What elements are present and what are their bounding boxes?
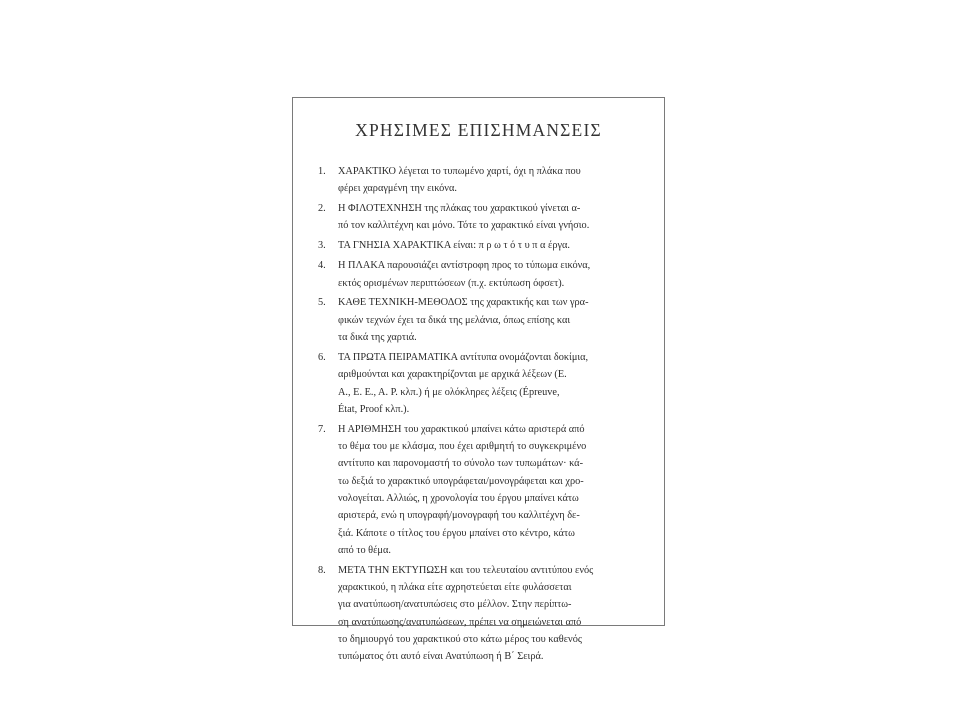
item-line: Α., Ε. Ε., Α. Ρ. κλπ.) ή με ολόκληρες λέξεις (Épreuve, — [338, 386, 560, 398]
list-item — [318, 421, 641, 559]
item-number: 4. — [318, 260, 326, 272]
item-line: ΚΑΘΕ ΤΕΧΝΙΚΗ-ΜΕΘΟΔΟΣ της χαρακτικής και των γρα- — [338, 297, 589, 309]
item-line: εκτός ορισμένων περιπτώσεων (π.χ. εκτύπωση όφσετ). — [338, 277, 565, 289]
item-number: 1. — [318, 166, 326, 177]
item-line: ση ανατύπωσης/ανατυπώσεων, πρέπει να σημειώνεται από — [338, 616, 582, 628]
item-line: Η ΠΛΑΚΑ παρουσιάζει αντίστροφη προς το τύπωμα εικόνα, — [338, 260, 591, 272]
item-line: ΤΑ ΓΝΗΣΙΑ ΧΑΡΑΚΤΙΚΑ είναι: π ρ ω τ ό τ υ π α έργα. — [338, 240, 571, 252]
item-line: ξιά. Κάποτε ο τίτλος του έργου μπαίνει στο κέντρο, κάτω — [338, 527, 575, 539]
item-number: 6. — [318, 351, 326, 363]
item-line: αντίτυπο και παρονομαστή το σύνολο των τυπωμάτων· κά- — [338, 458, 583, 470]
item-line: το δημιουργό του χαρακτικού στο κάτω μέρος του καθενός — [338, 633, 582, 645]
list-item — [318, 294, 641, 346]
item-line: État, Proof κλπ.). — [338, 403, 410, 415]
list-item — [318, 349, 641, 418]
item-line: αριστερά, ενώ η υπογραφή/μονογραφή του καλλιτέχνη δε- — [338, 510, 580, 522]
item-line: πό τον καλλιτέχνη και μόνο. Τότε το χαρακτικό είναι γνήσιο. — [338, 220, 590, 232]
item-number: 5. — [318, 297, 326, 309]
list-item — [318, 562, 641, 666]
item-number: 8. — [318, 564, 326, 576]
list-item — [318, 200, 641, 235]
item-line: ΜΕΤΑ ΤΗΝ ΕΚΤΥΠΩΣΗ και του τελευταίου αντιτύπου ενός — [338, 564, 594, 576]
item-line: Η ΦΙΛΟΤΕΧΝΗΣΗ της πλάκας του χαρακτικού γίνεται α- — [338, 203, 581, 215]
item-line: από το θέμα. — [338, 544, 391, 556]
list-item — [318, 163, 641, 198]
item-line: τω δεξιά το χαρακτικό υπογράφεται/μονογράφεται και χρο- — [338, 475, 584, 487]
item-number: 7. — [318, 423, 326, 435]
item-line: νολογείται. Αλλιώς, η χρονολογία του έργου μπαίνει κάτω — [338, 492, 579, 504]
list-item — [318, 257, 641, 292]
item-line: Η ΑΡΙΘΜΗΣΗ του χαρακτικού μπαίνει κάτω αριστερά από — [338, 423, 585, 435]
list-item — [318, 237, 641, 254]
item-line: ΤΑ ΠΡΩΤΑ ΠΕΙΡΑΜΑΤΙΚΑ αντίτυπα ονομάζονται δοκίμια, — [338, 351, 589, 363]
numbered-list — [318, 163, 641, 668]
item-number: 3. — [318, 240, 326, 252]
page-title: ΧΡΗΣΙΜΕΣ ΕΠΙΣΗΜΑΝΣΕΙΣ — [355, 120, 602, 140]
item-line: για ανατύπωση/ανατυπώσεις στο μέλλον. Στην περίπτω- — [338, 599, 572, 611]
item-line: χαρακτικού, η πλάκα είτε αχρηστεύεται είτε φυλάσσεται — [338, 581, 572, 593]
document-page — [292, 97, 665, 663]
item-line: φικών τεχνών έχει τα δικά της μελάνια, όπως επίσης και — [338, 314, 571, 326]
item-number: 2. — [318, 203, 326, 215]
item-line: αριθμούνται και χαρακτηρίζονται με αρχικά λέξεων (Ε. — [338, 369, 567, 381]
item-line: φέρει χαραγμένη την εικόνα. — [338, 183, 457, 195]
item-line: τα δικά της χαρτιά. — [338, 332, 417, 344]
item-line: ΧΑΡΑΚΤΙΚΟ λέγεται το τυπωμένο χαρτί, όχι η πλάκα που — [338, 166, 581, 177]
item-line: το θέμα του με κλάσμα, που έχει αριθμητή το συγκεκριμένο — [338, 441, 587, 453]
item-line: τυπώματος ότι αυτό είναι Ανατύπωση ή Β΄ Σειρά. — [338, 651, 544, 663]
